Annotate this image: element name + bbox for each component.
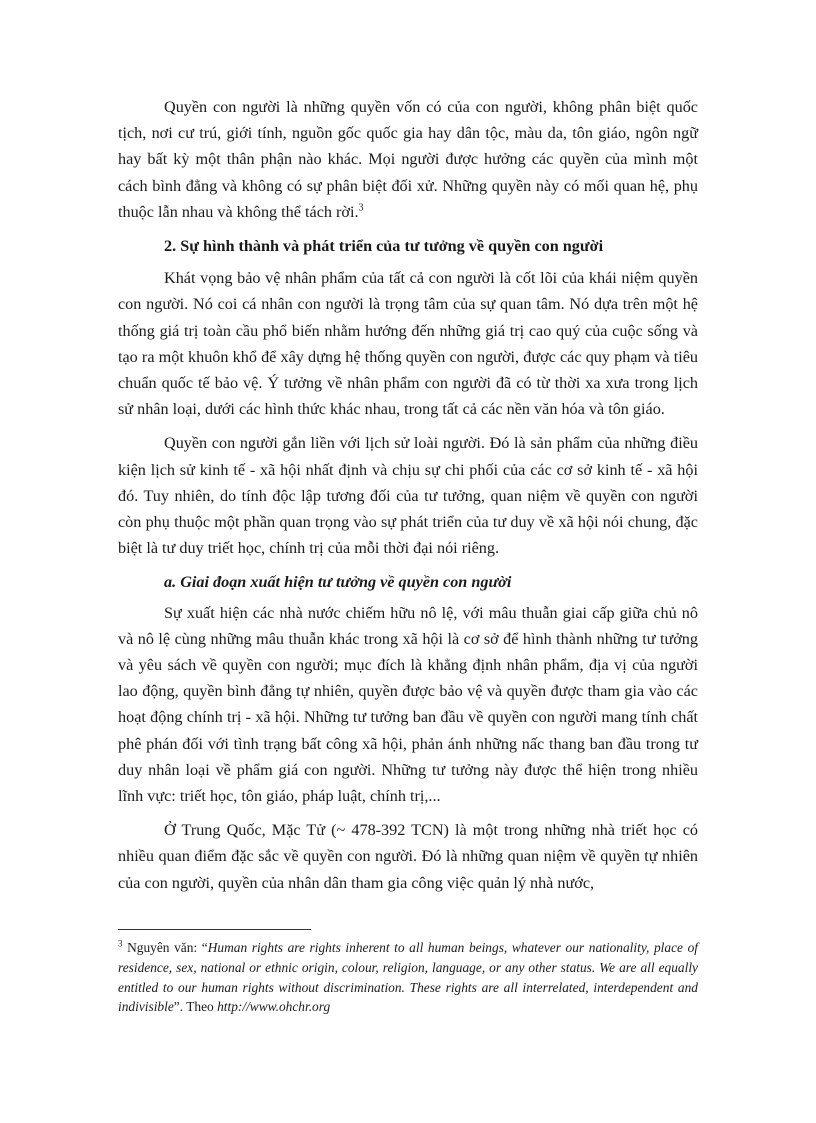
- paragraph: [118, 94, 698, 225]
- body-text: [118, 94, 698, 904]
- footnote-number: 3: [118, 938, 123, 949]
- paragraph: Quyền con người gắn liền với lịch sử loài người. Đó là sản phẩm của những điều kiện lịch sử kinh tế - xã hội nhất định và chịu sự chi phối của các cơ sở kinh tế - xã hội đó. Tuy nhiên, do tính độc lập tương đối của tư tưởng, quan niệm về quyền con người còn phụ thuộc một phần quan trọng vào sự phát triển của tư duy về xã hội nói chung, đặc biệt là tư duy triết học, chính trị của mỗi thời đại nói riêng.: [118, 434, 698, 558]
- paragraph: Sự xuất hiện các nhà nước chiếm hữu nô lệ, với mâu thuẫn giai cấp giữa chủ nô và nô lệ cùng những mâu thuẫn khác trong xã hội là cơ sở để hình thành những tư tưởng và yêu sách về quyền con người; mục đích là khẳng định nhân phẩm, địa vị của người lao động, quyền bình đẳng tự nhiên, quyền được bảo vệ và quyền được tham gia vào các hoạt động chính trị - xã hội. Những tư tưởng ban đầu về quyền con người mang tính chất phê phán đối với tình trạng bất công xã hội, phản ánh những nấc thang ban đầu trong tư duy nhân loại về phẩm giá con người. Những tư tưởng này được thể hiện trong nhiều lĩnh vực: triết học, tôn giáo, pháp luật, chính trị,...: [118, 603, 698, 806]
- paragraph: Khát vọng bảo vệ nhân phẩm của tất cả con người là cốt lõi của khái niệm quyền con người. Nó coi cá nhân con người là trọng tâm của sự quan tâm. Nó dựa trên một hệ thống giá trị toàn cầu phổ biến nhằm hướng đến những giá trị cao quý của cuộc sống và tạo ra một khuôn khổ để xây dựng hệ thống quyền con người, được các quy phạm và tiêu chuẩn quốc tế bảo vệ. Ý tưởng về nhân phẩm con người đã có từ thời xa xưa trong lịch sử nhân loại, dưới các hình thức khác nhau, trong tất cả các nền văn hóa và tôn giáo.: [118, 269, 698, 419]
- footnote-lead: Nguyên văn: “: [127, 940, 208, 955]
- footnote-divider: [118, 929, 311, 930]
- footnote: [118, 938, 698, 1017]
- section-heading: 2. Sự hình thành và phát triển của tư tưởng về quyền con người: [164, 237, 604, 256]
- paragraph-text: Quyền con người là những quyền vốn có của con người, không phân biệt quốc tịch, nơi cư trú, giới tính, nguồn gốc quốc gia hay dân tộc, màu da, tôn giáo, ngôn ngữ hay bất kỳ một thân phận nào khác. Mọi người được hưởng các quyền của mình một cách bình đẳng và không có sự phân biệt đối xử. Những quyền này có mối quan hệ, phụ thuộc lẫn nhau và không thể tách rời.: [118, 98, 698, 221]
- footnote-quote: Human rights are rights inherent to all human beings, whatever our nationality, place of residence, sex, national or ethnic origin, colour, religion, language, or any other status. We are all equally entitled to our human rights without discrimination. These rights are all interrelated, interdependent and indivisible: [118, 940, 698, 1015]
- footnote-tail: ”. Theo: [173, 999, 218, 1015]
- footnote-url-link[interactable]: http://www.ohchr.org: [217, 999, 331, 1015]
- footnote-reference[interactable]: 3: [358, 202, 364, 214]
- subsection-heading: a. Giai đoạn xuất hiện tư tưởng về quyền con người: [164, 573, 512, 592]
- paragraph: Ở Trung Quốc, Mặc Tử (~ 478-392 TCN) là một trong những nhà triết học có nhiều quan điểm đặc sắc về quyền con người. Đó là những quan niệm về quyền tự nhiên của con người, quyền của nhân dân tham gia công việc quản lý nhà nước,: [118, 821, 698, 892]
